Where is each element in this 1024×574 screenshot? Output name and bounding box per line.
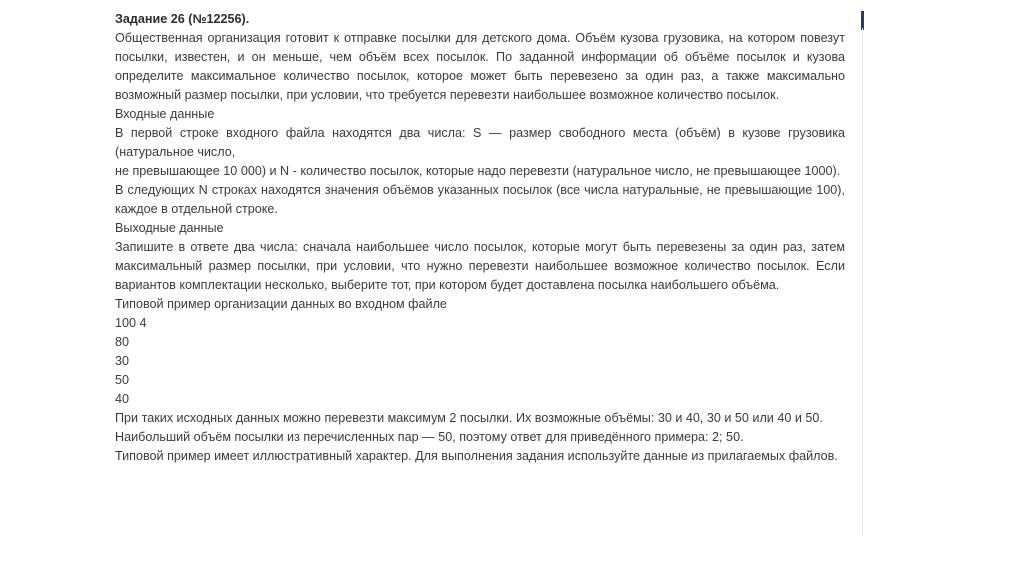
task-intro: Общественная организация готовит к отправке посылки для детского дома. Объём кузова грузовика, на котором повезут посылки, известен, и он меньше, чем объём всех посылок. По заданной информации об объёме посылок и кузова определите максимальное количество посылок, которое может быть перевезено за один раз, а также максимально возможный размер посылки, при условии, что требуется перевезти наибольшее возможное количество посылок.	[115, 31, 845, 102]
input-description-line2: не превышающее 10 000) и N - количество посылок, которые надо перевезти (натуральное число, не превышающее 1000).	[115, 164, 841, 178]
illustrative-note: Типовой пример имеет иллюстративный характер. Для выполнения задания используйте данные из прилагаемых файлов.	[115, 449, 838, 463]
output-heading: Выходные данные	[115, 221, 224, 235]
example-line: 100 4	[115, 316, 147, 330]
example-line: 30	[115, 354, 130, 368]
example-line: 40	[115, 392, 130, 406]
task-text-block	[115, 10, 845, 466]
input-description-line1: В первой строке входного файла находятся два числа: S — размер свободного места (объём) в кузове грузовика (натуральное число,	[115, 126, 845, 159]
example-heading: Типовой пример организации данных во входном файле	[115, 297, 447, 311]
vertical-divider	[862, 28, 863, 536]
example-line: 80	[115, 335, 130, 349]
input-description-line3: В следующих N строках находятся значения объёмов указанных посылок (все числа натуральные, не превышающие 100), каждое в отдельной строке.	[115, 183, 845, 216]
output-description: Запишите в ответе два числа: сначала наибольшее число посылок, которые могут быть перевезены за один раз, затем максимальный размер посылки, при условии, что нужно перевезти наибольшее возможное количество посылок. Если вариантов комплектации несколько, выберите тот, при котором будет доставлена посылка наибольшего объёма.	[115, 240, 845, 292]
example-explanation-1: При таких исходных данных можно перевезти максимум 2 посылки. Их возможные объёмы: 30 и 40, 30 и 50 или 40 и 50.	[115, 411, 823, 425]
input-heading: Входные данные	[115, 107, 215, 121]
task-title: Задание 26 (№12256).	[115, 12, 250, 26]
example-line: 50	[115, 373, 130, 387]
example-explanation-2: Наибольший объём посылки из перечисленных пар — 50, поэтому ответ для приведённого примера: 2; 50.	[115, 430, 744, 444]
